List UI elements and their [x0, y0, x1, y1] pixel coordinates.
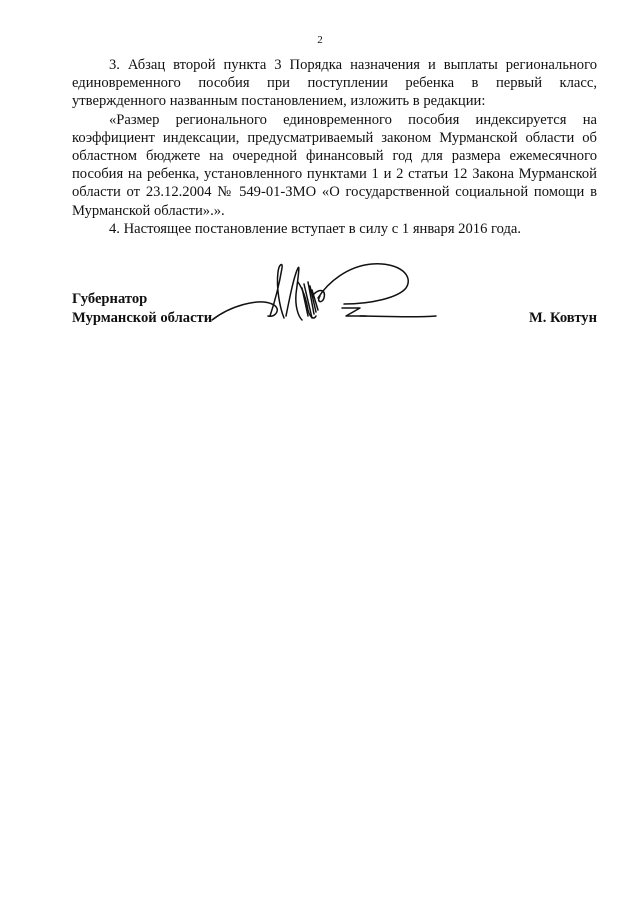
paragraph-quoted-text: «Размер регионального единовременного пособия индексируется на коэффициент индексации, предусматриваемый законом Мурманской области об областном бюджете на очередной финансовый год для размера ежемесячного пособия на ребенка, установленного пунктами 1 и 2 статьи 12 Закона Мурманской области от 23.12.2004 № 549-01-ЗМО «О государственной социальной помощи в Мурманской области».». [72, 111, 597, 219]
document-body [72, 56, 597, 238]
signer-name: М. Ковтун [528, 309, 597, 326]
signer-title-line2: Мурманской области [72, 309, 213, 326]
paragraph-amendment: 3. Абзац второй пункта 3 Порядка назначения и выплаты регионального единовременного пособия при поступлении ребенка в первый класс, утвержденного названным постановлением, изложить в редакции: [72, 57, 597, 110]
handwritten-signature [210, 258, 440, 338]
paragraph-effective-date: 4. Настоящее постановление вступает в силу с 1 января 2016 года. [109, 220, 522, 237]
signer-title-line1: Губернатор [72, 291, 148, 307]
page-number: 2 [317, 34, 323, 46]
